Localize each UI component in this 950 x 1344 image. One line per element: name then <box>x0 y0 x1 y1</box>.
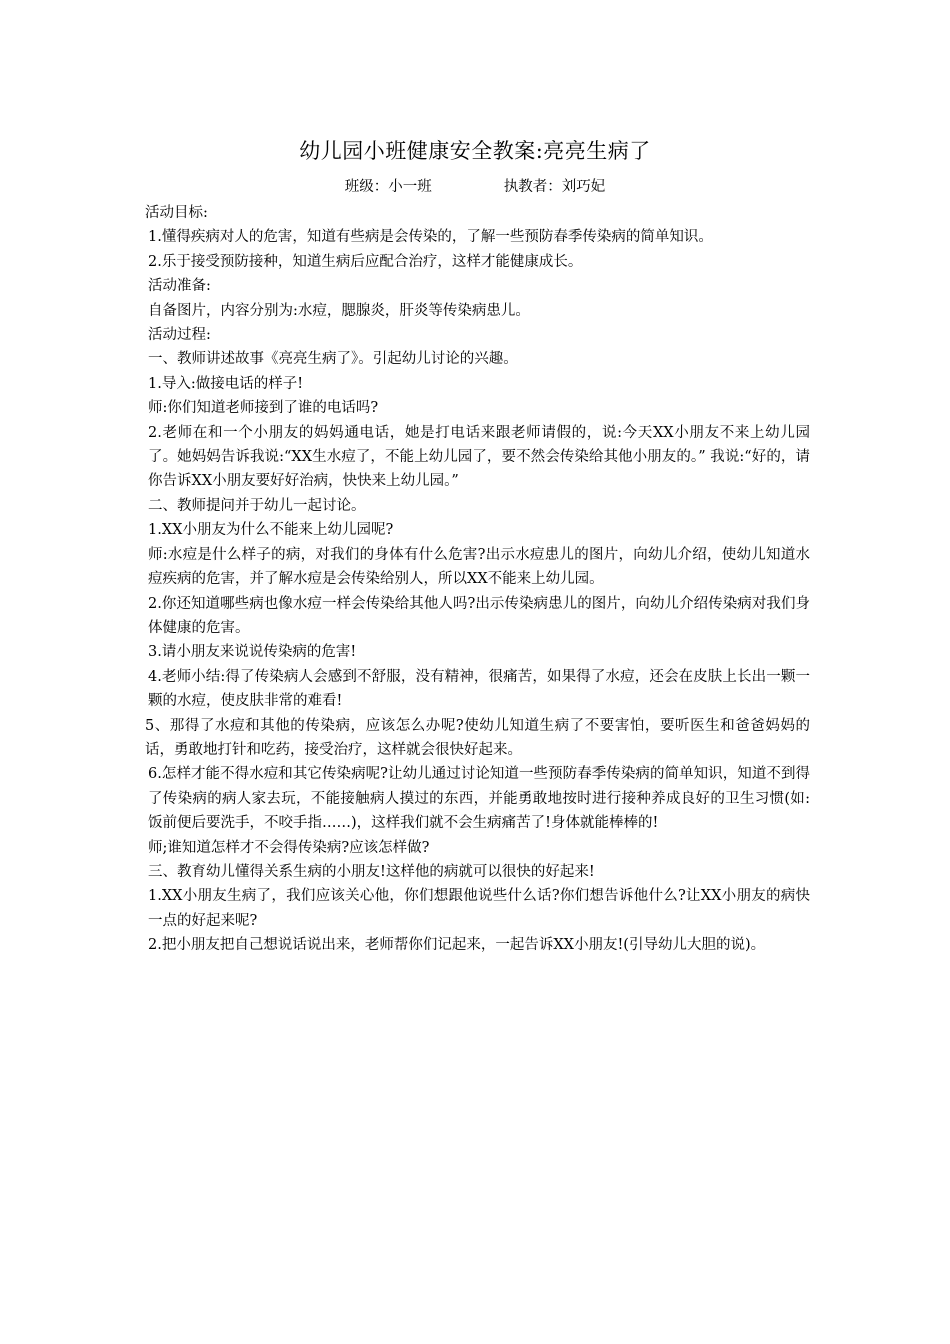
document-meta <box>0 176 950 198</box>
paragraph: 2.乐于接受预防接种，知道生病后应配合治疗，这样才能健康成长。 <box>148 253 583 270</box>
paragraph: 三、教育幼儿懂得关系生病的小朋友!这样他的病就可以很快的好起来! <box>148 863 595 880</box>
class-label: 班级：小一班 <box>344 179 432 195</box>
paragraph: 2.老师在和一个小朋友的妈妈通电话，她是打电话来跟老师请假的，说:今天XX小朋友不来上幼儿园了。她妈妈告诉我说:“XX生水痘了，不能上幼儿园了，要不然会传染给其他小朋友的。” 我说:“好的，请你告诉XX小朋友要好好治病，快快来上幼儿园。” <box>148 424 810 490</box>
paragraph: 2.把小朋友把自己想说话说出来，老师帮你们记起来，一起告诉XX小朋友!(引导幼儿大胆的说)。 <box>148 937 766 954</box>
paragraph: 1.导入:做接电话的样子! <box>148 375 304 392</box>
paragraph: 师;谁知道怎样才不会得传染病?应该怎样做? <box>148 839 430 856</box>
paragraph: 4.老师小结:得了传染病人会感到不舒服，没有精神，很痛苦，如果得了水痘，还会在皮肤上长出一颗一颗的水痘，使皮肤非常的难看! <box>148 668 810 710</box>
section-heading: 活动准备: <box>148 278 211 295</box>
paragraph: 5、那得了水痘和其他的传染病，应该怎么办呢?使幼儿知道生病了不要害怕，要听医生和爸爸妈妈的话，勇敢地打针和吃药，接受治疗，这样就会很快好起来。 <box>145 717 810 758</box>
document-title: 幼儿园小班健康安全教案:亮亮生病了 <box>299 139 651 163</box>
paragraph: 6.怎样才能不得水痘和其它传染病呢?让幼儿通过讨论知道一些预防春季传染病的简单知识，知道不到得了传染病的病人家去玩，不能接触病人摸过的东西，并能勇敢地按时进行接种养成良好的卫生习惯(如:饭前便后要洗手，不咬手指……)，这样我们就不会生病痛苦了!身体就能棒棒的! <box>148 766 810 832</box>
paragraph: 自备图片，内容分别为:水痘，腮腺炎，肝炎等传染病患儿。 <box>148 302 530 319</box>
paragraph: 师:水痘是什么样子的病，对我们的身体有什么危害?出示水痘患儿的图片，向幼儿介绍，使幼儿知道水痘疾病的危害，并了解水痘是会传染给别人，所以XX不能来上幼儿园。 <box>148 546 810 588</box>
paragraph: 师:你们知道老师接到了谁的电话吗? <box>148 400 379 417</box>
paragraph: 3.请小朋友来说说传染病的危害! <box>148 644 357 661</box>
section-heading: 活动过程: <box>148 327 211 344</box>
paragraph: 1.XX小朋友生病了，我们应该关心他，你们想跟他说些什么话?你们想告诉他什么?让XX小朋友的病快一点的好起来呢? <box>148 888 810 929</box>
document-body <box>145 201 810 958</box>
paragraph: 一、教师讲述故事《亮亮生病了》。引起幼儿讨论的兴趣。 <box>148 351 518 368</box>
paragraph: 1.XX小朋友为什么不能来上幼儿园呢? <box>148 522 394 539</box>
teacher-label: 执教者：刘巧妃 <box>503 179 606 195</box>
paragraph: 1.懂得疾病对人的危害，知道有些病是会传染的，了解一些预防春季传染病的简单知识。 <box>148 229 713 246</box>
paragraph: 2.你还知道哪些病也像水痘一样会传染给其他人吗?出示传染病患儿的图片，向幼儿介绍传染病对我们身体健康的危害。 <box>148 595 810 636</box>
section-heading: 活动目标: <box>145 205 208 221</box>
paragraph: 二、教师提问并于幼儿一起讨论。 <box>148 497 366 514</box>
